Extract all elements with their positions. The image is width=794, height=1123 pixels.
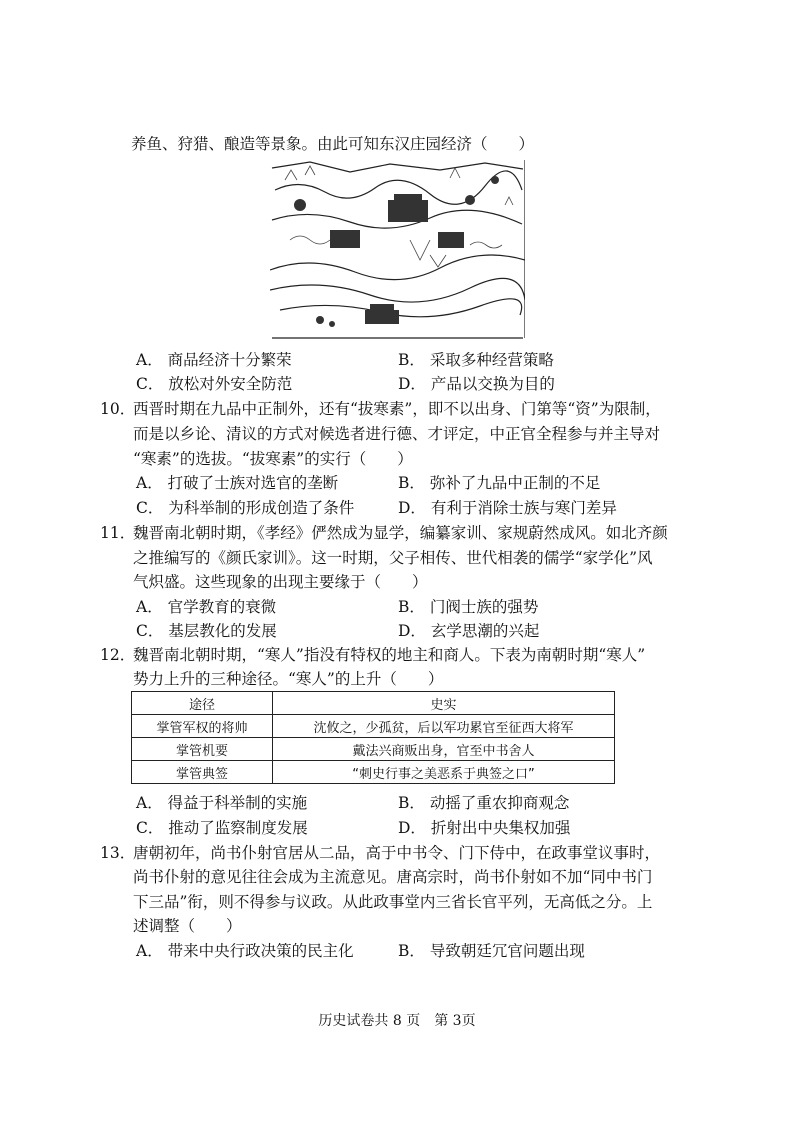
q9-option-c: C． 放松对外安全防范 <box>136 375 293 393</box>
page-footer: 历史试卷共 8 页 第 3页 <box>318 1013 476 1029</box>
table-cell: 戴法兴商贩出身，官至中书舍人 <box>273 738 615 761</box>
q9-option-d: D． 产品以交换为目的 <box>398 375 555 393</box>
q9-intro-line: 养鱼、狩猎、酿造等景象。由此可知东汉庄园经济（ ） <box>131 135 535 153</box>
q13-option-b: B． 导致朝廷冗官问题出现 <box>398 942 585 960</box>
table-row <box>132 738 615 761</box>
table-cell: “刺史行事之美恶系于典签之口” <box>273 761 615 784</box>
q10-option-b: B． 弥补了九品中正制的不足 <box>398 474 601 492</box>
q12-option-d: D． 折射出中央集权加强 <box>398 819 571 837</box>
q12-number: 12． <box>100 646 136 664</box>
table-header-cell: 史实 <box>273 692 615 715</box>
table-cell: 掌管军权的将帅 <box>132 715 273 738</box>
q12-option-c: C． 推动了监察制度发展 <box>136 819 308 837</box>
q10-stem-line: 西晋时期在九品中正制外，还有“拔寒素”，即不以出身、门第等“资”为限制， <box>133 400 661 418</box>
q10-stem-line: “寒素”的选拔。“拔寒素”的实行（ ） <box>133 450 413 468</box>
q11-stem-line: 之推编写的《颜氏家训》。这一时期，父子相传、世代相袭的儒学“家学化”风 <box>133 549 653 567</box>
q10-stem-line: 而是以乡论、清议的方式对候选者进行德、才评定，中正官全程参与并主导对 <box>133 425 661 443</box>
q12-stem-line: 势力上升的三种途径。“寒人”的上升（ ） <box>133 670 444 688</box>
table-row <box>132 761 615 784</box>
q11-stem-line: 魏晋南北朝时期，《孝经》俨然成为显学，编纂家训、家规蔚然成风。如北齐颜 <box>133 524 668 542</box>
q13-stem-line: 述调整（ ） <box>133 917 242 935</box>
q12-table <box>131 691 615 784</box>
q9-option-a: A． 商品经济十分繁荣 <box>136 351 292 369</box>
q13-stem-line: 唐朝初年，尚书仆射官居从二品，高于中书令、门下侍中，在政事堂议事时， <box>133 844 661 862</box>
q13-stem-line: 尚书仆射的意见往往会成为主流意见。唐高宗时，尚书仆射如不加“同中书门 <box>133 868 653 886</box>
q12-option-b: B． 动摇了重农抑商观念 <box>398 794 570 812</box>
q13-stem-line: 下三品”衔，则不得参与议政。从此政事堂内三省长官平列，无高低之分。上 <box>133 893 653 911</box>
table-row <box>132 715 615 738</box>
q11-option-b: B． 门阀士族的强势 <box>398 598 539 616</box>
table-cell: 掌管典签 <box>132 761 273 784</box>
q13-option-a: A． 带来中央行政决策的民主化 <box>136 942 354 960</box>
q10-option-d: D． 有利于消除士族与寒门差异 <box>398 499 617 517</box>
q11-option-d: D． 玄学思潮的兴起 <box>398 622 540 640</box>
q11-number: 11． <box>100 524 136 542</box>
q11-option-a: A． 官学教育的衰微 <box>136 598 277 616</box>
q13-number: 13． <box>100 844 136 862</box>
q11-stem-line: 气炽盛。这些现象的出现主要缘于（ ） <box>133 573 428 591</box>
q10-option-a: A． 打破了士族对选官的垄断 <box>136 474 339 492</box>
table-header-row <box>132 692 615 715</box>
q11-option-c: C． 基层教化的发展 <box>136 622 277 640</box>
table-header-cell: 途径 <box>132 692 273 715</box>
q10-number: 10． <box>100 400 136 418</box>
q12-option-a: A． 得益于科举制的实施 <box>136 794 308 812</box>
q12-stem-line: 魏晋南北朝时期，“寒人”指没有特权的地主和商人。下表为南朝时期“寒人” <box>133 646 646 664</box>
q10-option-c: C． 为科举制的形成创造了条件 <box>136 499 355 517</box>
q9-option-b: B． 采取多种经营策略 <box>398 351 554 369</box>
table-cell: 沈攸之，少孤贫，后以军功累官至征西大将军 <box>273 715 615 738</box>
manor-relief-illustration <box>270 160 525 340</box>
table-cell: 掌管机要 <box>132 738 273 761</box>
